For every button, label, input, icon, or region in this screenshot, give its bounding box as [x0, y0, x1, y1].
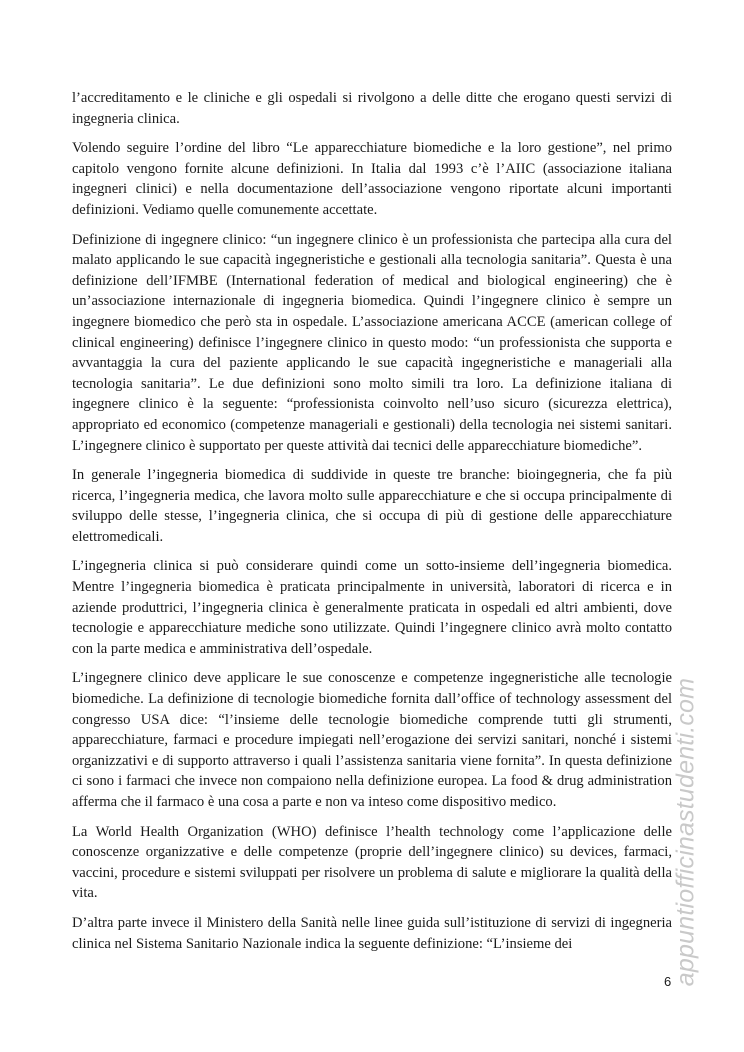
- watermark: appuntiofficinastudenti.com: [671, 677, 700, 987]
- paragraph-branche-ingegneria-biomedica: In generale l’ingegneria biomedica di suddivide in queste tre branche: bioingegneria, che fa più ricerca, l’ingegneria medica, che lavora molto sulle apparecchiature e che si occupa principalmente di sviluppo delle stesse, l’ingegneria clinica, che si occupa di più di gestione delle apparecchiature elettromedicali.: [72, 467, 672, 545]
- paragraph-libro-definizioni: Volendo seguire l’ordine del libro “Le apparecchiature biomediche e la loro gestione”, nel primo capitolo vengono fornite alcune definizioni. In Italia dal 1993 c’è l’AIIC (associazione italiana ingegneri clinici) e nella documentazione dell’associazione vengono riportate alcuni importanti definizioni. Vediamo quelle comunemente accettate.: [72, 140, 672, 218]
- paragraph-tecnologie-biomediche: L’ingegnere clinico deve applicare le sue conoscenze e competenze ingegneristiche alle tecnologie biomediche. La definizione di tecnologie biomediche fornita dall’office of technology assessment del congresso USA dice: “l’insieme delle tecnologie biomediche comprende tutti gli strumenti, apparecchiature, farmaci e procedure impiegati nell’erogazione dei servizi sanitari, nonché i sistemi organizzativi e di supporto attraverso i quali l’assistenza sanitaria viene fornita”. In questa definizione ci sono i farmaci che invece non compaiono nella definizione europea. La food & drug administration afferma che il farmaco è una cosa a parte e non va inteso come dispositivo medico.: [72, 670, 672, 810]
- paragraph-ministero-sanita: D’altra parte invece il Ministero della Sanità nelle linee guida sull’istituzione di servizi di ingegneria clinica nel Sistema Sanitario Nazionale indica la seguente definizione: “L’insieme dei: [72, 914, 672, 952]
- page-body: [72, 88, 672, 963]
- paragraph-who-definition: La World Health Organization (WHO) definisce l’health technology come l’applicazione delle conoscenze organizzative e delle competenze (proprie dell’ingegnere clinico) su devices, farmaci, vaccini, procedure e sistemi sviluppati per risolvere un problema di salute e migliorare la qualità della vita.: [72, 823, 672, 902]
- paragraph-accreditamento: l’accreditamento e le cliniche e gli ospedali si rivolgono a delle ditte che erogano questi servizi di ingegneria clinica.: [72, 90, 672, 127]
- page-number: 6: [664, 974, 672, 989]
- paragraph-definizione-ingegnere-clinico: Definizione di ingegnere clinico: “un ingegnere clinico è un professionista che partecipa alla cura del malato applicando le sue capacità ingegneristiche e gestionali alla tecnologia sanitaria”. Questa è una definizione dell’IFMBE (International federation of medical and biological engineering) che è un’associazione internazionale di ingegneria biomedica. Quindi l’ingegnere clinico è sempre un ingegnere biomedico che però sta in ospedale. L’associazione americana ACCE (american college of clinical engineering) definisce l’ingegnere clinico in questo modo: “un professionista che supporta e avvantaggia la cura del paziente applicando le sue capacità ingegneristiche e manageriali alla tecnologia sanitaria”. Le due definizioni sono molto simili tra loro. La definizione italiana di ingegnere clinico è la seguente: “professionista coinvolto nell’uso sicuro (sicurezza elettrica), appropriato ed economico (competenze manageriali e gestionali) della tecnologia nei sistemi sanitari. L’ingegnere clinico è supportato per queste attività dai tecnici delle apparecchiature biomediche”.: [72, 231, 672, 454]
- paragraph-sotto-insieme: L’ingegneria clinica si può considerare quindi come un sotto-insieme dell’ingegneria biomedica. Mentre l’ingegneria biomedica è praticata principalmente in università, laboratori di ricerca e in aziende produttrici, l’ingegneria clinica è generalmente praticata in ospedali ed altri ambienti, dove tecnologie e apparecchiature mediche sono utilizzate. Quindi l’ingegnere clinico avrà molto contatto con la parte medica e amministrativa dell’ospedale.: [72, 558, 672, 657]
